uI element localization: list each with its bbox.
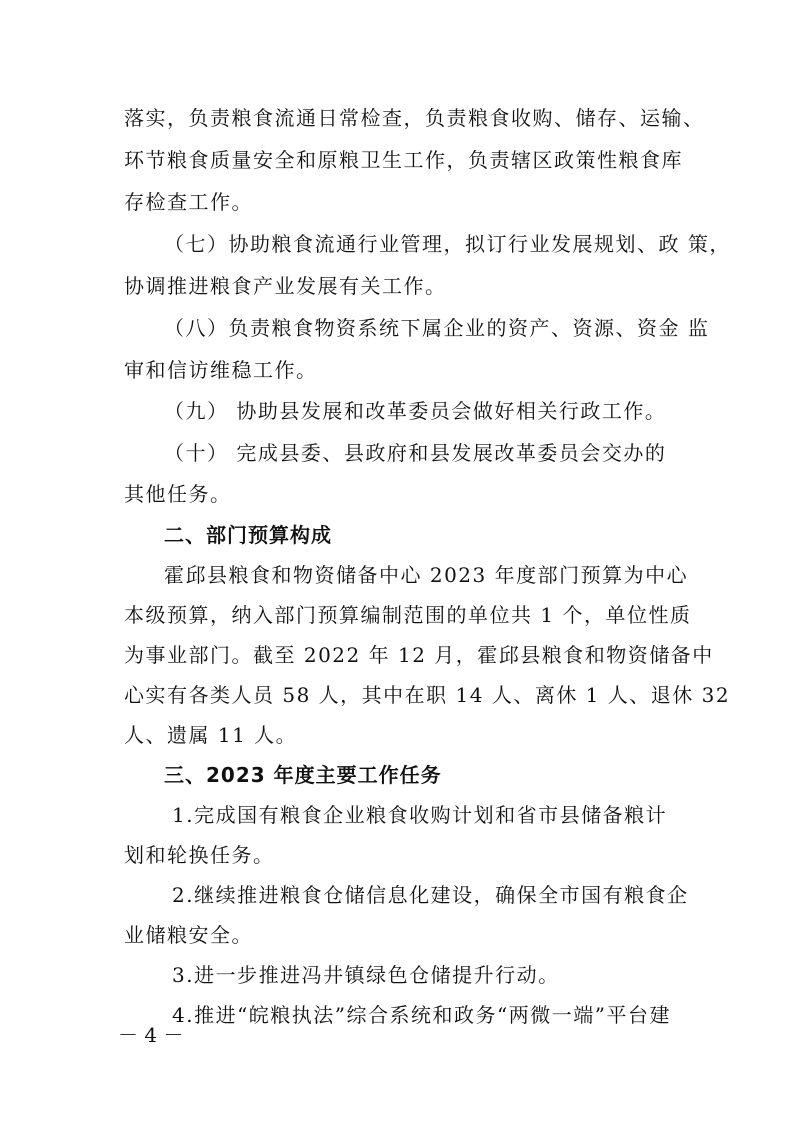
body-text-line: 落实，负责粮食流通日常检查，负责粮食收购、储存、运输、 [124, 106, 705, 130]
body-text-line: 业储粮安全。 [124, 923, 253, 947]
body-text-line: 其他任务。 [124, 482, 232, 506]
body-text-line: 划和轮换任务。 [124, 843, 275, 867]
body-text-line: 为事业部门。截至 2022 年 12 月，霍邱县粮食和物资储备中 [124, 643, 714, 667]
body-text-line: 2.继续推进粮食仓储信息化建设，确保全市国有粮食企 [172, 883, 689, 907]
body-text-line: 霍邱县粮食和物资储备中心 2023 年度部门预算为中心 [164, 563, 689, 587]
body-text-line: 审和信访维稳工作。 [124, 358, 318, 382]
body-text-line: 存检查工作。 [124, 190, 253, 214]
body-text-line: 4.推进“皖粮执法”综合系统和政务“两微一端”平台建 [172, 1003, 671, 1027]
body-text-line: 本级预算，纳入部门预算编制范围的单位共 1 个，单位性质 [124, 603, 692, 627]
section-heading: 三、2023 年度主要工作任务 [164, 763, 442, 787]
body-text-line: 1.完成国有粮食企业粮食收购计划和省市县储备粮计 [172, 803, 668, 827]
body-text-line: （十） 完成县委、县政府和县发展改革委员会交办的 [164, 441, 667, 465]
body-text-line: 人、遗属 11 人。 [124, 723, 298, 747]
body-text-line: 3.进一步推进冯井镇绿色仓储提升行动。 [172, 963, 560, 987]
body-text-line: 心实有各类人员 58 人，其中在职 14 人、离休 1 人、退休 32 [124, 683, 731, 707]
body-text-line: （八）负责粮食物资系统下属企业的资产、资源、资金 监 [164, 316, 710, 340]
body-text-line: （七）协助粮食流通行业管理，拟订行业发展规划、政 策， [164, 232, 731, 256]
page-number: － 4 － [118, 1023, 184, 1047]
section-heading: 二、部门预算构成 [164, 523, 332, 547]
body-text-line: （九） 协助县发展和改革委员会做好相关行政工作。 [164, 399, 667, 423]
body-text-line: 协调推进粮食产业发展有关工作。 [124, 274, 447, 298]
body-text-line: 环节粮食质量安全和原粮卫生工作，负责辖区政策性粮食库 [124, 148, 683, 172]
